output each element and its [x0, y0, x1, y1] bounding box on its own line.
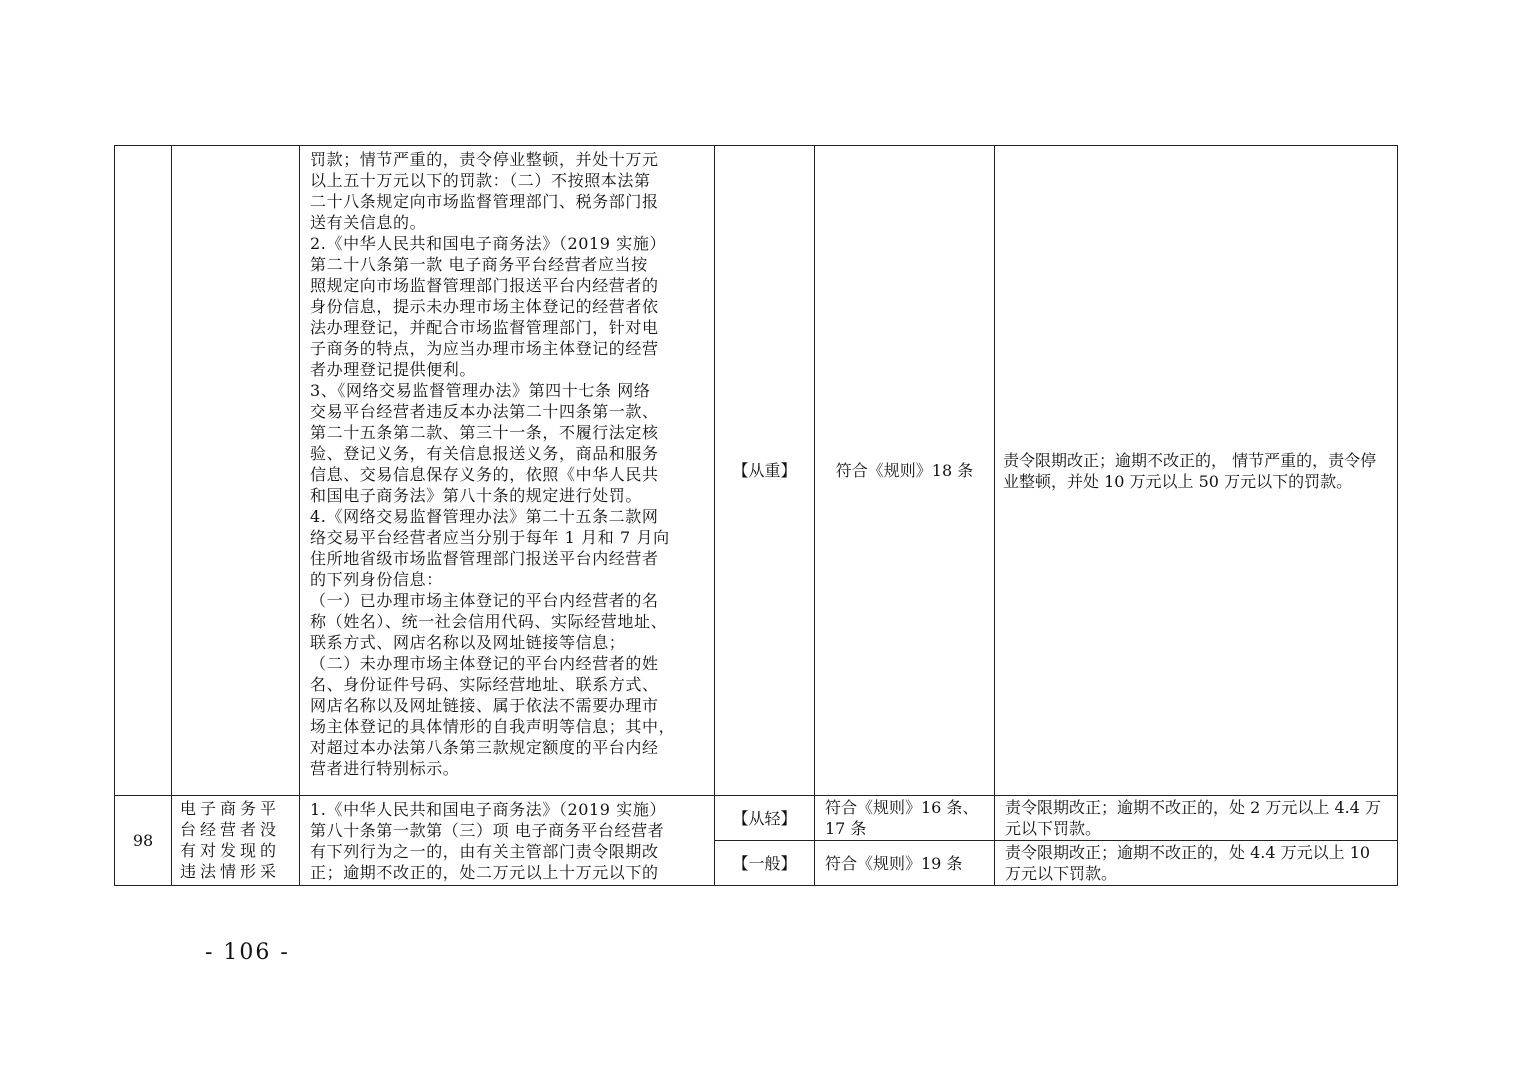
legal-basis-line: 住所地省级市场监督管理部门报送平台内经营者 — [310, 549, 659, 568]
legal-basis-line: 身份信息，提示未办理市场主体登记的经营者依 — [310, 297, 659, 316]
punishment-cell-light: 责令限期改正；逾期不改正的，处 2 万元以上 4.4 万元以下罚款。 — [995, 796, 1398, 841]
legal-basis-line: 交易平台经营者违反本办法第二十四条第一款、 — [310, 402, 659, 421]
legal-basis-cell — [300, 146, 715, 796]
legal-basis-line: 1.《中华人民共和国电子商务法》（2019 实施） — [310, 800, 667, 819]
row-number-cell — [115, 146, 172, 796]
item-name-line: 有对发现的 — [180, 841, 281, 860]
legal-basis-line: 第二十五条第二款、第三十一条，不履行法定核 — [310, 423, 659, 442]
item-name-line: 台经营者没 — [180, 820, 281, 839]
legal-basis-line: 的下列身份信息： — [310, 570, 443, 589]
legal-basis-line: 第八十条第一款第（三）项 电子商务平台经营者 — [310, 821, 665, 840]
legal-basis-line: （一）已办理市场主体登记的平台内经营者的名 — [310, 591, 659, 610]
legal-basis-line: 场主体登记的具体情形的自我声明等信息；其中， — [310, 717, 676, 736]
legal-basis-line: 名、身份证件号码、实际经营地址、联系方式、 — [310, 675, 659, 694]
legal-basis-line: 照规定向市场监督管理部门报送平台内经营者的 — [310, 276, 659, 295]
legal-basis-line: 法办理登记，并配合市场监督管理部门，针对电 — [310, 318, 659, 337]
table-row-98-light — [115, 796, 1398, 841]
legal-basis-line: 罚款；情节严重的，责令停业整顿，并处十万元 — [310, 150, 659, 169]
legal-basis-line: 网店名称以及网址链接、属于依法不需要办理市 — [310, 696, 659, 715]
legal-basis-line: 和国电子商务法》第八十条的规定进行处罚。 — [310, 486, 643, 505]
legal-basis-line: 对超过本办法第八条第三款规定额度的平台内经 — [310, 738, 659, 757]
legal-basis-line: 第二十八条第一款 电子商务平台经营者应当按 — [310, 255, 648, 274]
legal-basis-line: 有下列行为之一的，由有关主管部门责令限期改 — [310, 842, 659, 861]
legal-basis-lines — [310, 149, 706, 779]
row-number-cell: 98 — [115, 796, 172, 886]
punishment-cell-heavy: 责令限期改正；逾期不改正的， 情节严重的，责令停业整顿，并处 10 万元以上 50 万元以下的罚款。 — [995, 146, 1398, 796]
legal-basis-line: 2.《中华人民共和国电子商务法》（2019 实施） — [310, 234, 667, 253]
level-cell-light: 【从轻】 — [715, 796, 815, 841]
legal-basis-line: 送有关信息的。 — [310, 213, 427, 232]
legal-basis-line: 信息、交易信息保存义务的，依照《中华人民共 — [310, 465, 659, 484]
legal-basis-line: 称（姓名）、统一社会信用代码、实际经营地址、 — [310, 612, 668, 631]
legal-basis-line: 二十八条规定向市场监督管理部门、税务部门报 — [310, 192, 659, 211]
legal-basis-line: 子商务的特点，为应当办理市场主体登记的经营 — [310, 339, 659, 358]
item-name-cell — [172, 796, 300, 886]
standard-cell-heavy: 符合《规则》18 条 — [815, 146, 995, 796]
item-name-line: 违法情形采 — [180, 862, 281, 881]
level-cell-general: 【一般】 — [715, 841, 815, 886]
legal-basis-line: 营者进行特别标示。 — [310, 759, 460, 778]
item-name-line: 电子商务平 — [180, 799, 281, 818]
legal-basis-lines — [310, 799, 706, 883]
legal-basis-line: （二）未办理市场主体登记的平台内经营者的姓 — [310, 654, 659, 673]
legal-basis-line: 联系方式、网店名称以及网址链接等信息； — [310, 633, 626, 652]
standard-cell-general: 符合《规则》19 条 — [815, 841, 995, 886]
legal-basis-line: 4.《网络交易监督管理办法》第二十五条二款网 — [310, 507, 659, 526]
standard-cell-light: 符合《规则》16 条、17 条 — [815, 796, 995, 841]
legal-basis-line: 者办理登记提供便利。 — [310, 360, 477, 379]
legal-basis-line: 络交易平台经营者应当分别于每年 1 月和 7 月向 — [310, 528, 670, 547]
legal-basis-line: 正；逾期不改正的，处二万元以上十万元以下的 — [310, 863, 659, 882]
level-cell-heavy: 【从重】 — [715, 146, 815, 796]
penalty-standard-table — [114, 145, 1398, 886]
page-number: - 106 - — [205, 940, 290, 965]
legal-basis-line: 3、《网络交易监督管理办法》第四十七条 网络 — [310, 381, 651, 400]
item-name-lines — [180, 798, 291, 882]
punishment-cell-general: 责令限期改正；逾期不改正的，处 4.4 万元以上 10 万元以下罚款。 — [995, 841, 1398, 886]
legal-basis-line: 以上五十万元以下的罚款：（二）不按照本法第 — [310, 171, 651, 190]
table-row-continuation — [115, 146, 1398, 796]
legal-basis-cell — [300, 796, 715, 886]
item-name-cell — [172, 146, 300, 796]
legal-basis-line: 验、登记义务，有关信息报送义务，商品和服务 — [310, 444, 659, 463]
